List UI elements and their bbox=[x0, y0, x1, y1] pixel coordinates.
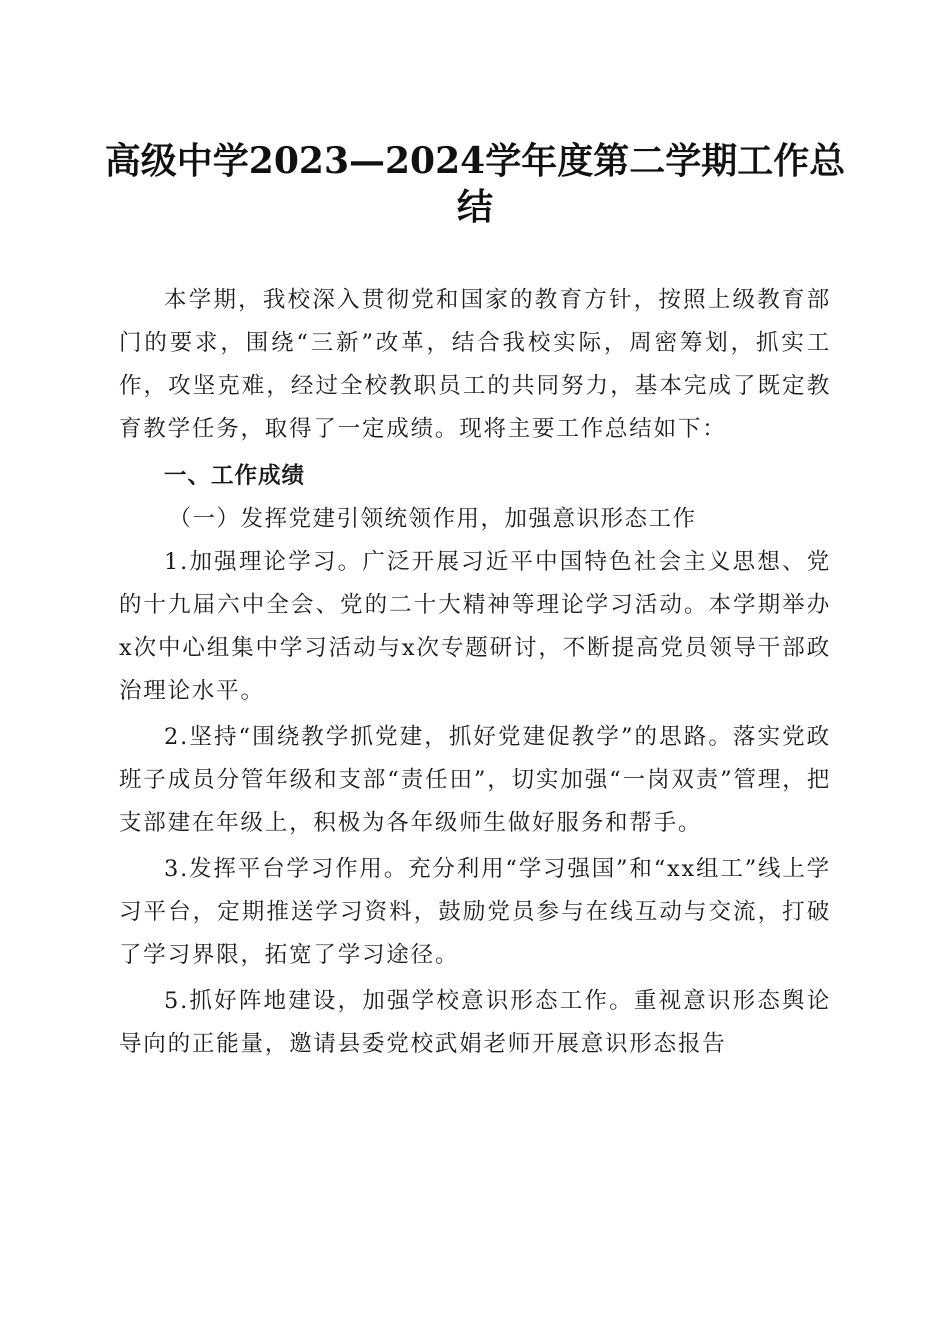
list-item: 5.抓好阵地建设，加强学校意识形态工作。重视意识形态舆论导向的正能量，邀请县委党校武娟老师开展意识形态报告 bbox=[119, 988, 831, 1057]
list-item: 1.加强理论学习。广泛开展习近平中国特色社会主义思想、党的十九届六中全会、党的二十大精神等理论学习活动。本学期举办x次中心组集中学习活动与x次专题研讨，不断提高党员领导干部政治理论水平。 bbox=[119, 549, 831, 704]
document-title: 高级中学2023—2024学年度第二学期工作总结 bbox=[104, 140, 846, 228]
document-body bbox=[119, 279, 831, 1066]
subsection-heading-party-building: （一）发挥党建引领统领作用，加强意识形态工作 bbox=[168, 506, 697, 532]
section-heading-achievements: 一、工作成绩 bbox=[164, 463, 306, 489]
intro-paragraph: 本学期，我校深入贯彻党和国家的教育方针，按照上级教育部门的要求，围绕“三新”改革，结合我校实际，周密筹划，抓实工作，攻坚克难，经过全校教职员工的共同努力，基本完成了既定教育教学任务，取得了一定成绩。现将主要工作总结如下： bbox=[119, 287, 831, 442]
list-item: 2.坚持“围绕教学抓党建，抓好党建促教学”的思路。落实党政班子成员分管年级和支部“责任田”，切实加强“一岗双责”管理，把支部建在年级上，积极为各年级师生做好服务和帮手。 bbox=[119, 724, 831, 836]
list-item: 3.发挥平台学习作用。充分利用“学习强国”和“xx组工”线上学习平台，定期推送学习资料，鼓励党员参与在线互动与交流，打破了学习界限，拓宽了学习途径。 bbox=[119, 856, 831, 968]
